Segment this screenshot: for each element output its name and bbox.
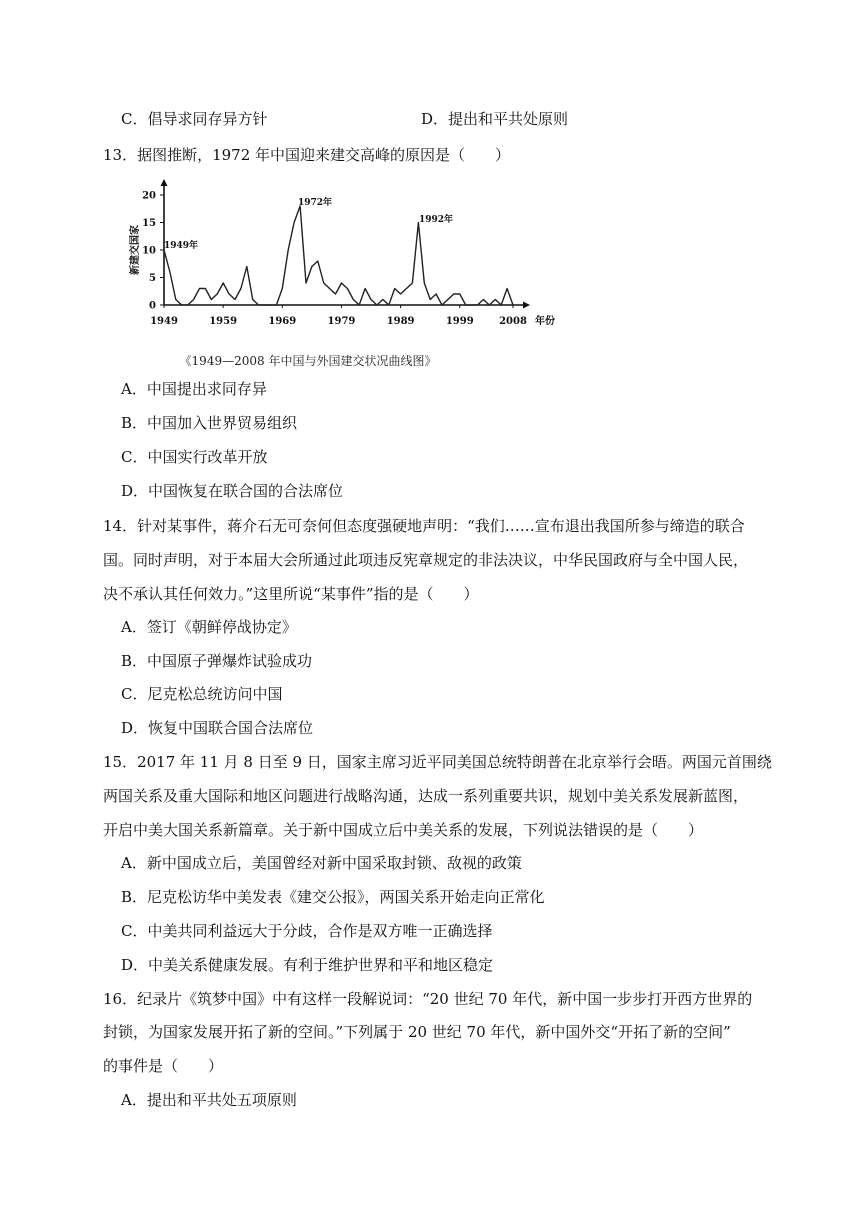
x-tick-label: 1979: [327, 316, 356, 327]
y-tick-label: 5: [149, 273, 156, 284]
prev-option-c: C．倡导求同存异方针: [121, 110, 268, 128]
q14-stem-line3: 决不承认其任何效力。”这里所说“某事件”指的是（ ）: [103, 585, 479, 603]
q15-stem-line3: 开启中美大国关系新篇章。关于新中国成立后中美关系的发展，下列说法错误的是（ ）: [103, 821, 704, 839]
q13-option-b: B．中国加入世界贸易组织: [121, 414, 298, 432]
q14-option-d: D．恢复中国联合国合法席位: [121, 719, 314, 737]
series-line: [164, 206, 513, 305]
x-tick-label: 1949: [150, 316, 178, 327]
q15-option-a: A．新中国成立后，美国曾经对新中国采取封锁、敌视的政策: [121, 854, 522, 872]
q13-option-c: C．中国实行改革开放: [121, 448, 268, 466]
y-tick-label: 0: [149, 300, 156, 312]
x-tick-label: 1989: [386, 316, 415, 327]
q16-stem-line1: 16．纪录片《筑梦中国》中有这样一段解说词：“20 世纪 70 年代，新中国一步步打开西方世界的: [103, 990, 753, 1008]
annotation-1949: 1949年: [164, 241, 199, 251]
q15-option-b: B．尼克松访华中美发表《建交公报》，两国关系开始走向正常化: [121, 888, 545, 906]
q15-option-c: C．中美共同利益远大于分歧，合作是双方唯一正确选择: [121, 922, 493, 940]
x-tick-label: 1959: [209, 316, 238, 327]
q13-option-a: A．中国提出求同存异: [121, 380, 267, 398]
x-axis-arrow: [523, 302, 530, 309]
x-tick-label: 2008: [499, 316, 527, 327]
q13-option-d: D．中国恢复在联合国的合法席位: [121, 482, 344, 500]
y-axis-label: 新建交国家: [130, 225, 141, 275]
chart-title: 《1949—2008 年中国与外国建交状况曲线图》: [179, 354, 437, 368]
x-axis-label: 年份: [535, 316, 555, 327]
q14-option-a: A．签订《朝鲜停战协定》: [121, 618, 297, 636]
x-tick-label: 1999: [445, 316, 474, 327]
q14-option-b: B．中国原子弹爆炸试验成功: [121, 652, 313, 670]
y-axis-arrow: [161, 179, 168, 186]
q14-option-c: C．尼克松总统访问中国: [121, 685, 283, 703]
annotation-1992: 1992年: [419, 215, 454, 225]
q15-option-d: D．中美关系健康发展。有利于维护世界和平和地区稳定: [121, 956, 494, 974]
y-tick-label: 15: [142, 218, 156, 229]
annotation-1972: 1972年: [298, 198, 333, 208]
q14-stem-line2: 国。同时声明，对于本届大会所通过此项违反宪章规定的非法决议，中华民国政府与全中国人民，: [103, 551, 749, 569]
q13-stem: 13．据图推断，1972 年中国迎来建交高峰的原因是（ ）: [103, 146, 511, 164]
q16-stem-line3: 的事件是（ ）: [103, 1057, 224, 1075]
q16-stem-line2: 封锁，为国家发展开拓了新的空间。”下列属于 20 世纪 70 年代，新中国外交“开拓了新的空间”: [103, 1023, 731, 1041]
y-tick-label: 10: [142, 245, 156, 257]
q15-stem-line1: 15．2017 年 11 月 8 日至 9 日，国家主席习近平同美国总统特朗普在北京举行会晤。两国元首围绕: [103, 753, 772, 771]
x-tick-label: 1969: [268, 316, 297, 327]
y-tick-label: 20: [142, 190, 156, 202]
q15-stem-line2: 两国关系及重大国际和地区问题进行战略沟通，达成一系列重要共识，规划中美关系发展新蓝图，: [103, 787, 749, 805]
prev-option-d: D．提出和平共处原则: [421, 110, 569, 128]
q16-option-a: A．提出和平共处五项原则: [121, 1091, 297, 1109]
q14-stem-line1: 14．针对某事件，蒋介石无可奈何但态度强硬地声明：“我们……宣布退出我国所参与缔造的联合: [103, 517, 745, 535]
diplomacy-line-chart: [118, 168, 563, 378]
